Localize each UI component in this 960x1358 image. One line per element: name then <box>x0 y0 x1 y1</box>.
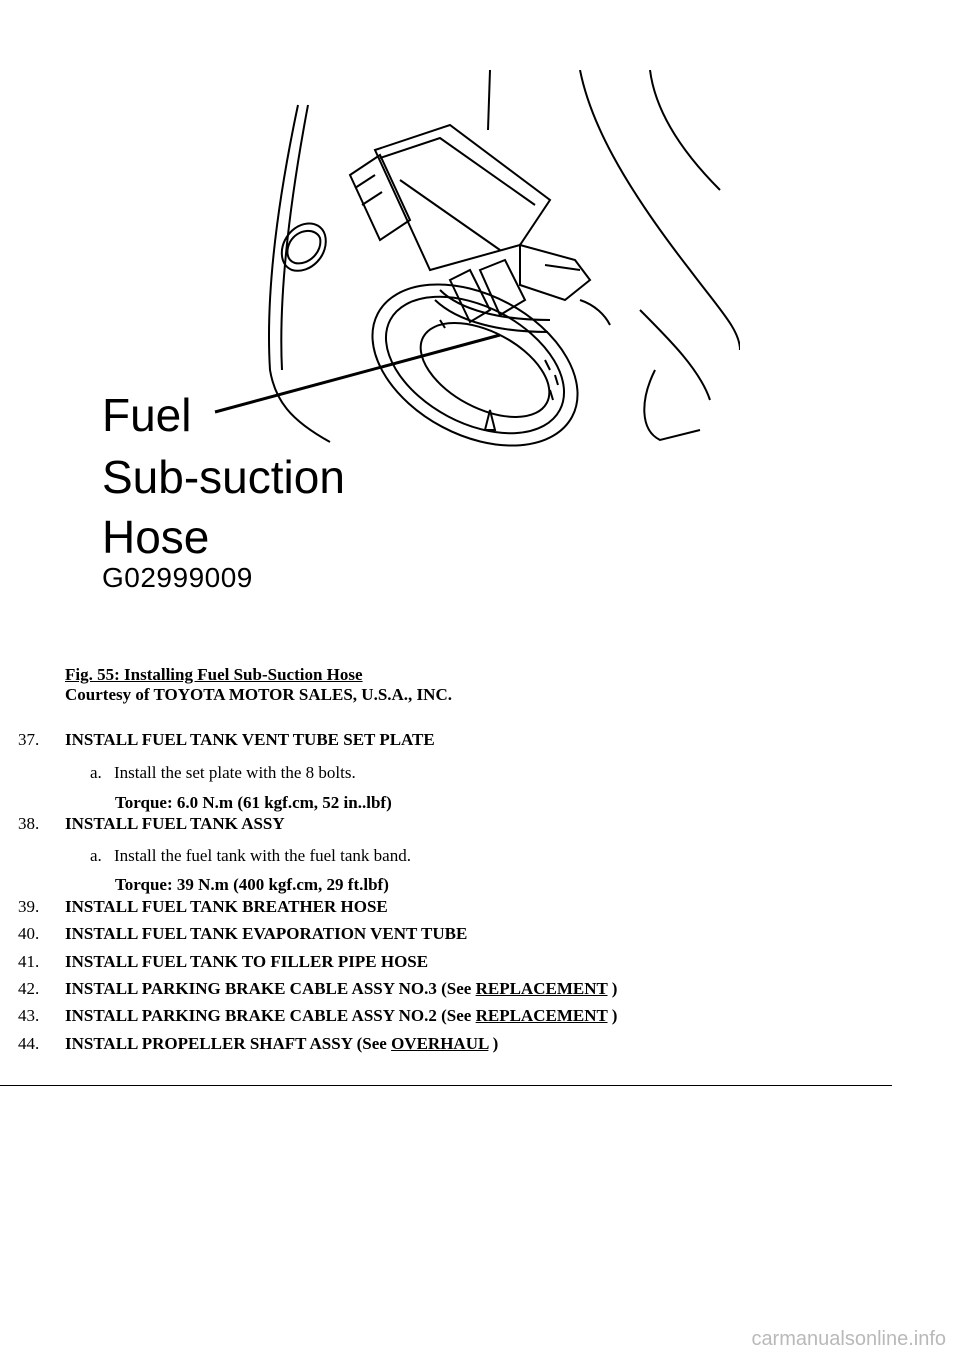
step-text: INSTALL PROPELLER SHAFT ASSY (See <box>65 1034 392 1053</box>
step-42 <box>18 979 617 999</box>
step-text: INSTALL FUEL TANK TO FILLER PIPE HOSE <box>65 952 429 971</box>
step-number: 38. <box>18 814 40 833</box>
step-number: 41. <box>18 952 40 971</box>
step-text: INSTALL FUEL TANK EVAPORATION VENT TUBE <box>65 924 468 943</box>
step-40 <box>18 924 467 944</box>
step-number: 39. <box>18 897 40 916</box>
step-number: 43. <box>18 1006 40 1025</box>
step-text: INSTALL PARKING BRAKE CABLE ASSY NO.3 (See <box>65 979 476 998</box>
step-number: 40. <box>18 924 40 943</box>
step-text: INSTALL FUEL TANK VENT TUBE SET PLATE <box>65 730 435 749</box>
step-43 <box>18 1006 617 1026</box>
step-38 <box>18 814 285 834</box>
step-37-torque: Torque: 6.0 N.m (61 kgf.cm, 52 in..lbf) <box>115 793 392 812</box>
step-number: 37. <box>18 730 40 749</box>
step-44 <box>18 1034 498 1054</box>
overhaul-link[interactable]: OVERHAUL <box>391 1034 489 1053</box>
sub-text: Install the set plate with the 8 bolts. <box>114 763 356 782</box>
sub-text: Install the fuel tank with the fuel tank band. <box>114 846 411 865</box>
step-text: INSTALL FUEL TANK BREATHER HOSE <box>65 897 388 916</box>
step-38-sub-a <box>90 846 411 866</box>
figure-label-line-2: Sub-suction <box>102 451 345 503</box>
step-37 <box>18 730 435 750</box>
step-text-after: ) <box>488 1034 499 1053</box>
watermark: carmanualsonline.info <box>751 1328 946 1350</box>
step-39 <box>18 897 388 917</box>
step-37-sub-a <box>90 763 356 783</box>
replacement-link[interactable]: REPLACEMENT <box>475 1006 608 1025</box>
caption-title[interactable]: Fig. 55: Installing Fuel Sub-Suction Hose <box>65 665 363 684</box>
step-text-after: ) <box>607 979 618 998</box>
figure-label-line-1: Fuel <box>102 389 192 441</box>
caption-credit: Courtesy of TOYOTA MOTOR SALES, U.S.A., INC. <box>65 685 452 704</box>
horizontal-rule <box>0 1085 892 1086</box>
fuel-sub-suction-hose-figure <box>80 70 740 610</box>
step-41 <box>18 952 428 972</box>
sub-letter: a. <box>90 763 102 782</box>
step-text-after: ) <box>607 1006 618 1025</box>
figure-caption <box>65 665 452 705</box>
figure-code: G02999009 <box>102 562 253 593</box>
step-text: INSTALL FUEL TANK ASSY <box>65 814 285 833</box>
step-number: 44. <box>18 1034 40 1053</box>
sub-letter: a. <box>90 846 102 865</box>
figure-label-line-3: Hose <box>102 511 210 563</box>
replacement-link[interactable]: REPLACEMENT <box>475 979 608 998</box>
step-text: INSTALL PARKING BRAKE CABLE ASSY NO.2 (See <box>65 1006 476 1025</box>
step-number: 42. <box>18 979 40 998</box>
step-38-torque: Torque: 39 N.m (400 kgf.cm, 29 ft.lbf) <box>115 875 389 894</box>
